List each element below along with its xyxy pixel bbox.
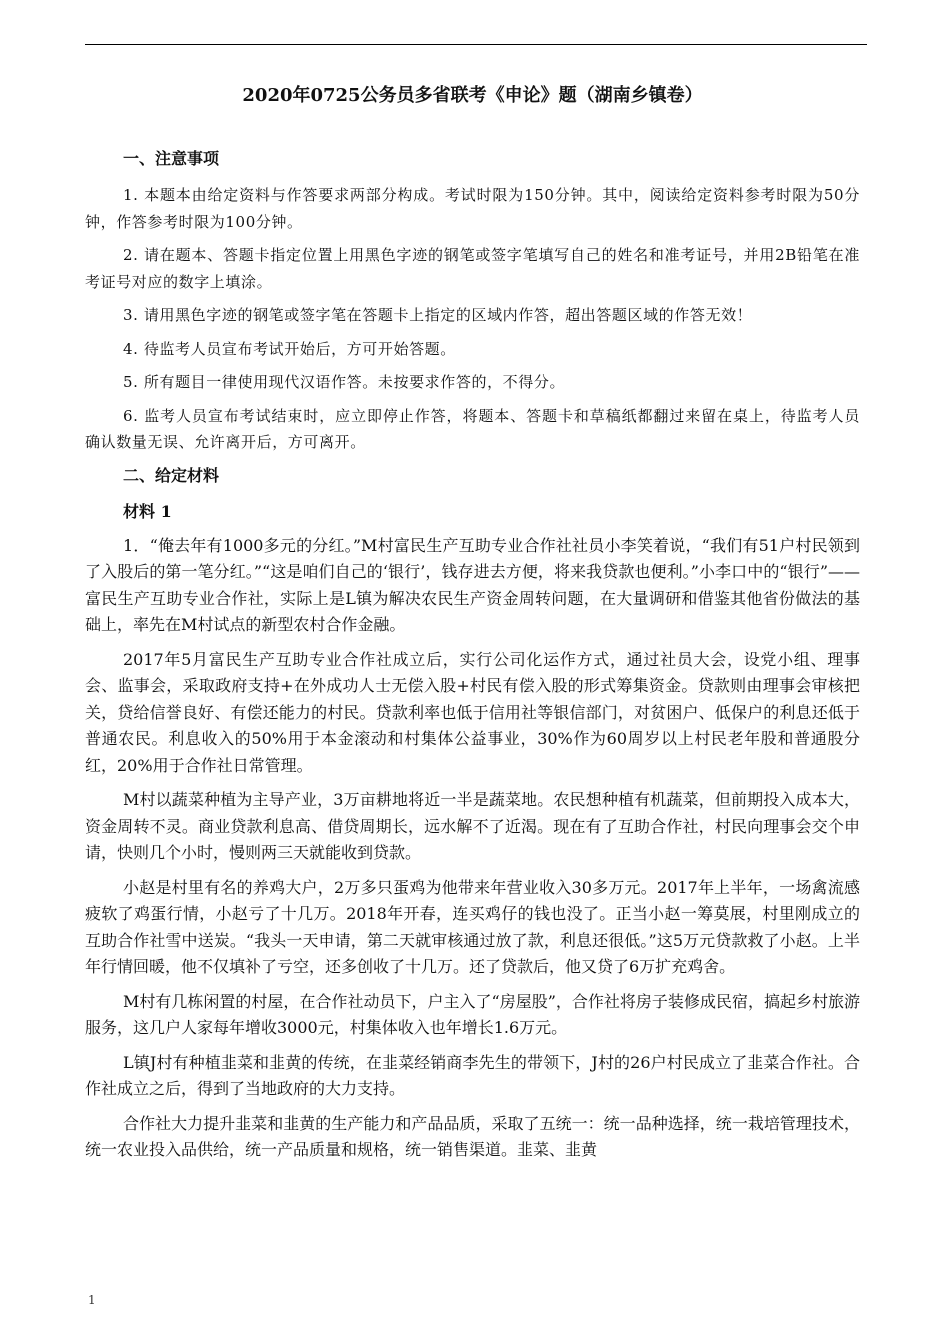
page-title: 2020年0725公务员多省联考《申论》题（湖南乡镇卷）: [242, 85, 703, 106]
section-heading-materials: 二、给定材料: [123, 465, 220, 485]
notice-section: [85, 146, 860, 456]
material-paragraph: M村以蔬菜种植为主导产业，3万亩耕地将近一半是蔬菜地。农民想种植有机蔬菜，但前期投入成本大，资金周转不灵。商业贷款利息高、借贷周期长，远水解不了近渴。现在有了互助合作社，村民向理事会交个申请，快则几个小时，慢则两三天就能收到贷款。: [85, 790, 860, 862]
material-paragraph: 1．“俺去年有1000多元的分红。”M村富民生产互助专业合作社社员小李笑着说，“我们有51户村民领到了入股后的第一笔分红。”“这是咱们自己的‘银行’，钱存进去方便，将来我贷款也便利。”小李口中的“银行”——富民生产互助专业合作社，实际上是L镇为解决农民生产资金周转问题，在大量调研和借鉴其他省份做法的基础上，率先在M村试点的新型农村合作金融。: [85, 535, 860, 634]
material-paragraph: M村有几栋闲置的村屋，在合作社动员下，户主入了“房屋股”，合作社将房子装修成民宿，搞起乡村旅游服务，这几户人家每年增收3000元，村集体收入也年增长1.6万元。: [85, 991, 860, 1037]
notice-item: 1. 本题本由给定资料与作答要求两部分构成。考试时限为150分钟。其中，阅读给定资料参考时限为50分钟，作答参考时限为100分钟。: [85, 186, 860, 231]
header-rule: [85, 44, 867, 45]
document-body: [85, 82, 860, 1172]
material-paragraph: 合作社大力提升韭菜和韭黄的生产能力和产品品质，采取了五统一：统一品种选择，统一栽培管理技术，统一农业投入品供给，统一产品质量和规格，统一销售渠道。韭菜、韭黄: [85, 1113, 860, 1159]
page-number: 1: [88, 1293, 96, 1307]
material-title: 材料 1: [123, 501, 172, 521]
material-paragraph: L镇J村有种植韭菜和韭黄的传统，在韭菜经销商李先生的带领下，J村的26户村民成立了韭菜合作社。合作社成立之后，得到了当地政府的大力支持。: [85, 1052, 860, 1098]
notice-item: 5. 所有题目一律使用现代汉语作答。未按要求作答的，不得分。: [123, 373, 566, 391]
notice-item: 4. 待监考人员宣布考试开始后，方可开始答题。: [123, 339, 456, 358]
notice-item: 6. 监考人员宣布考试结束时，应立即停止作答，将题本、答题卡和草稿纸都翻过来留在桌上，待监考人员确认数量无误、允许离开后，方可离开。: [85, 406, 860, 451]
material-paragraph: 小赵是村里有名的养鸡大户，2万多只蛋鸡为他带来年营业收入30多万元。2017年上半年，一场禽流感疲软了鸡蛋行情，小赵亏了十几万。2018年开春，连买鸡仔的钱也没了。正当小赵一筹莫展，村里刚成立的互助合作社雪中送炭。“我头一天申请，第二天就审核通过放了款，利息还很低。”这5万元贷款救了小赵。上半年行情回暖，他不仅填补了亏空，还多创收了十几万。还了贷款后，他又贷了6万扩充鸡舍。: [85, 877, 860, 976]
notice-item: 3. 请用黑色字迹的钢笔或签字笔在答题卡上指定的区域内作答，超出答题区域的作答无效！: [123, 306, 753, 324]
material-paragraph: 2017年5月富民生产互助专业合作社成立后，实行公司化运作方式，通过社员大会，设党小组、理事会、监事会，采取政府支持+在外成功人士无偿入股+村民有偿入股的形式筹集资金。贷款则由理事会审核把关，贷给信誉良好、有偿还能力的村民。贷款利率也低于信用社等银信部门，对贫困户、低保户的利息还低于普通农民。利息收入的50%用于本金滚动和村集体公益事业，30%作为60周岁以上村民老年股和普通股分红，20%用于合作社日常管理。: [85, 649, 860, 775]
section-heading-notice: 一、注意事项: [123, 149, 220, 168]
notice-item: 2. 请在题本、答题卡指定位置上用黑色字迹的钢笔或签字笔填写自己的姓名和准考证号，并用2B铅笔在准考证号对应的数字上填涂。: [85, 246, 860, 291]
materials-section: [85, 463, 860, 1164]
